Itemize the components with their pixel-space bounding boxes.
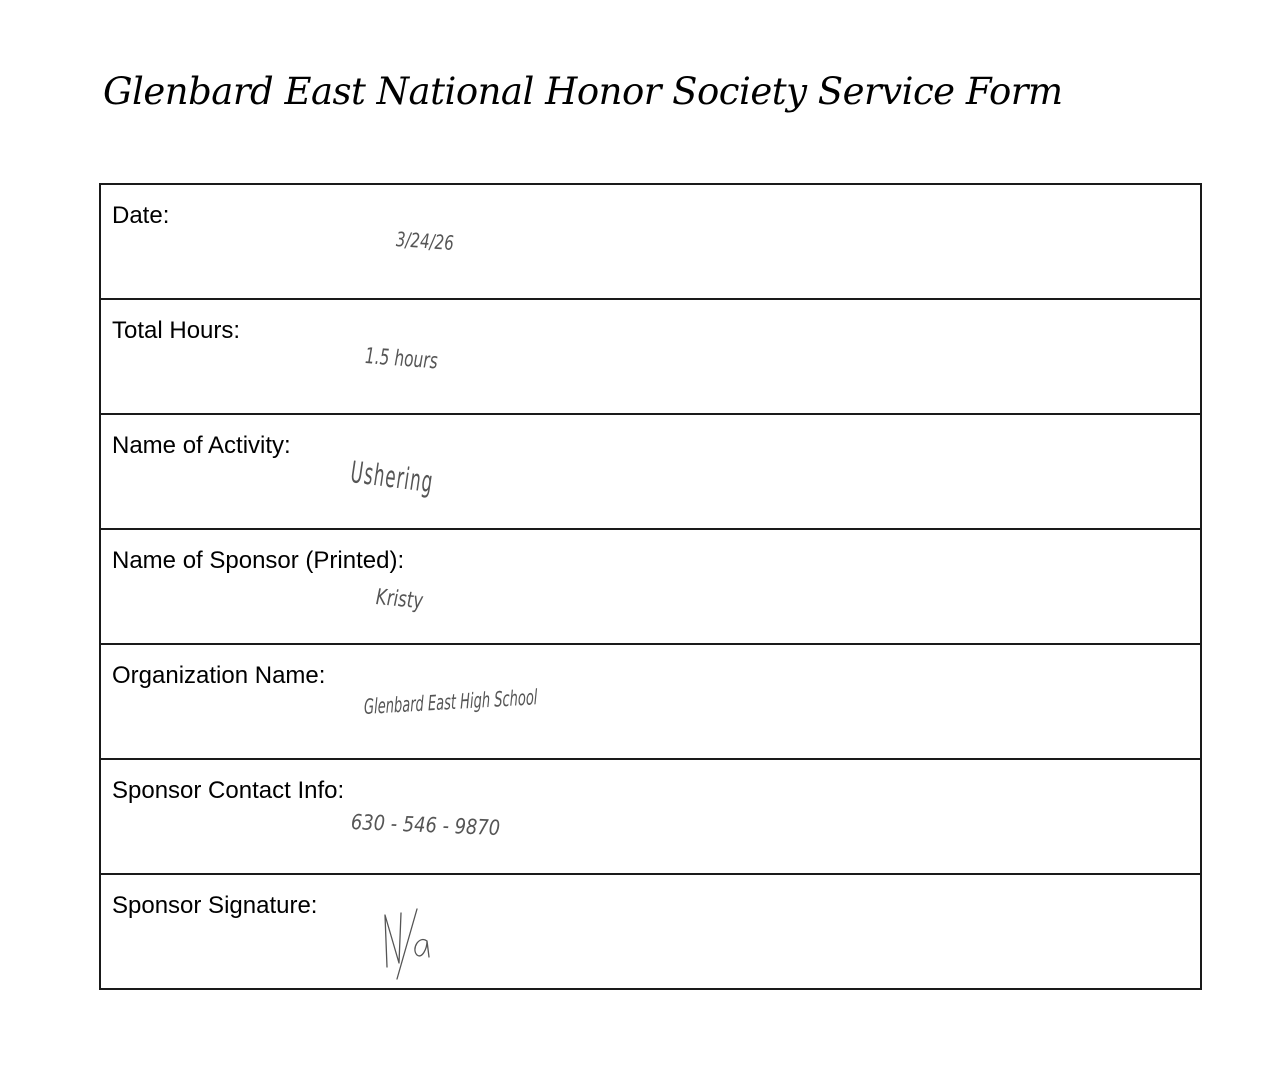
- form-row-sponsor-name: [100, 529, 1201, 644]
- form-cell-total-hours[interactable]: [100, 299, 1201, 414]
- total-hours-label: Total Hours:: [112, 317, 241, 344]
- organization-handwritten-value: Glenbard East High School: [363, 685, 538, 719]
- contact-label: Sponsor Contact Info:: [112, 777, 345, 804]
- form-cell-organization[interactable]: [100, 644, 1201, 759]
- total-hours-handwritten-value: 1.5 hours: [364, 344, 439, 375]
- form-cell-activity[interactable]: [100, 414, 1201, 529]
- form-cell-sponsor-name[interactable]: [100, 529, 1201, 644]
- contact-handwritten-value: 630 - 546 - 9870: [350, 810, 501, 841]
- form-cell-contact[interactable]: [100, 759, 1201, 874]
- service-form-table: [99, 183, 1202, 990]
- activity-handwritten-value: Ushering: [350, 455, 434, 501]
- sponsor-name-handwritten-value: Kristy: [375, 585, 424, 615]
- form-cell-date[interactable]: [100, 184, 1201, 299]
- form-row-signature: [100, 874, 1201, 989]
- form-row-date: [100, 184, 1201, 299]
- form-row-organization: [100, 644, 1201, 759]
- form-row-activity: [100, 414, 1201, 529]
- date-handwritten-value: 3/24/26: [395, 227, 455, 256]
- signature-handwritten-drawing: [381, 905, 451, 985]
- organization-label: Organization Name:: [112, 662, 326, 689]
- form-row-contact: [100, 759, 1201, 874]
- form-title: Glenbard East National Honor Society Service Form: [103, 70, 1063, 113]
- form-row-total-hours: [100, 299, 1201, 414]
- activity-label: Name of Activity:: [112, 432, 291, 459]
- form-cell-signature[interactable]: [100, 874, 1201, 989]
- sponsor-name-label: Name of Sponsor (Printed):: [112, 547, 405, 574]
- date-label: Date:: [112, 202, 170, 229]
- signature-label: Sponsor Signature:: [112, 892, 318, 919]
